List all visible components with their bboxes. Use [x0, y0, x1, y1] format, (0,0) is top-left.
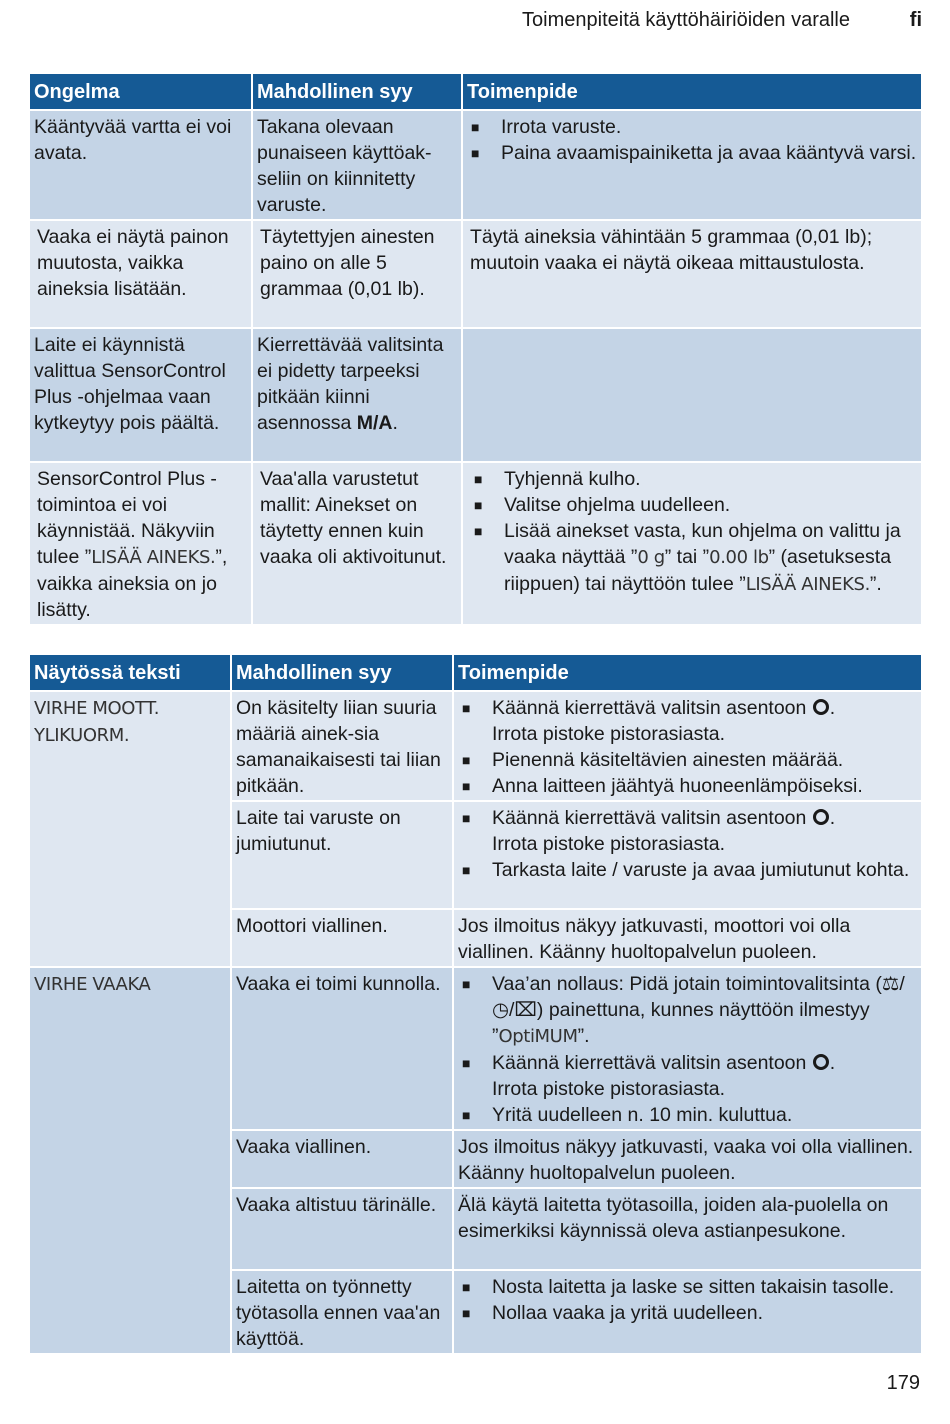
cause-cell: Laitetta on työnnetty työtasolla ennen vaa'an käyttöä. [231, 1270, 453, 1354]
table-row [29, 967, 922, 1130]
action-text: Käännä kierrettävä valitsin asentoon [492, 697, 807, 719]
action-cell: Älä käytä laitetta työtasoilla, joiden ala-puolella on esimerkiksi käynnissä oleva astianpesukone. [453, 1188, 922, 1270]
off-position-icon [813, 1054, 829, 1070]
cause-cell: Takana olevaan punaiseen käyttöak-seliin on kiinnitetty varuste. [252, 110, 462, 220]
action-text: Vaa’an nollaus: Pidä jotain toimintovalitsinta ( [492, 973, 882, 995]
column-header-cause: Mahdollinen syy [231, 654, 453, 691]
column-header-problem: Ongelma [29, 73, 252, 110]
action-cell [453, 1270, 922, 1354]
table-row [29, 110, 922, 220]
action-text: ) painettuna, kunnes näyttöön ilmestyy ” [492, 999, 870, 1047]
action-text: ” tai ” [664, 546, 710, 568]
action-item [458, 1050, 917, 1102]
switch-position-label: M/A [356, 412, 393, 434]
action-cell [453, 691, 922, 801]
action-text: ” (asetuksesta riippuen) tai näyttöön tulee ” [504, 546, 892, 595]
cause-cell: Vaaka ei toimi kunnolla. [231, 967, 453, 1130]
page-number: 179 [886, 1372, 920, 1394]
table-row [29, 328, 922, 462]
action-text-end: . [829, 807, 836, 829]
column-header-action: Toimenpide [453, 654, 922, 691]
action-cell [462, 462, 922, 625]
off-position-icon [813, 809, 829, 825]
action-item: ■ Yritä uudelleen n. 10 min. kuluttua. [458, 1102, 917, 1128]
cause-cell: Laite tai varuste on jumiutunut. [231, 801, 453, 909]
table-header-row [29, 654, 922, 691]
action-item [458, 805, 917, 857]
table-row [29, 220, 922, 328]
cause-cell: Vaa'alla varustetut mallit: Ainekset on täytetty ennen kuin vaaka oli aktivoitunut. [252, 462, 462, 625]
table-row [29, 462, 922, 625]
action-text-end: . [829, 697, 836, 719]
display-message-table [28, 653, 923, 1355]
action-cell [462, 110, 922, 220]
action-item: ■ Valitse ohjelma uudelleen. [470, 492, 917, 518]
action-text: Irrota pistoke pistorasiasta. [492, 1078, 726, 1100]
cause-cell: Vaaka altistuu tärinälle. [231, 1188, 453, 1270]
display-message: 0.00 lb [709, 547, 769, 568]
cause-cell: Vaaka viallinen. [231, 1130, 453, 1188]
action-item: ■ Tyhjennä kulho. [470, 466, 917, 492]
action-item: ■ Nosta laitetta ja laske se sitten takaisin tasolle. [458, 1274, 917, 1300]
display-message: VIRHE MOOTT. YLIKUORM. [34, 698, 160, 746]
cause-text-end: . [392, 412, 398, 434]
table-header-row [29, 73, 922, 110]
cause-cell: Täytettyjen ainesten paino on alle 5 grammaa (0,01 lb). [252, 220, 462, 328]
action-item: ■ Irrota varuste. [467, 114, 917, 140]
action-item [458, 695, 917, 747]
cause-cell: On käsitelty liian suuria määriä ainek-sia samanaikaisesti tai liian pitkään. [231, 691, 453, 801]
cause-cell [252, 328, 462, 462]
display-message: OptiMUM [498, 1026, 578, 1047]
action-text: Käännä kierrettävä valitsin asentoon [492, 1052, 807, 1074]
action-text: Irrota pistoke pistorasiasta. [492, 833, 726, 855]
action-item [470, 518, 917, 598]
action-text-end: ”. [577, 1025, 590, 1047]
table-row [29, 691, 922, 801]
function-selector-icons: ⚖/◷/⌧ [492, 973, 905, 1021]
action-item: ■ Paina avaamispainiketta ja avaa kääntyvä varsi. [467, 140, 917, 166]
action-cell [462, 328, 922, 462]
problem-table [28, 72, 923, 626]
action-cell: Jos ilmoitus näkyy jatkuvasti, moottori voi olla viallinen. Käänny huoltopalvelun puoleen. [453, 909, 922, 967]
action-cell: Jos ilmoitus näkyy jatkuvasti, vaaka voi olla viallinen. Käänny huoltopalvelun puoleen. [453, 1130, 922, 1188]
problem-cell: Kääntyvää vartta ei voi avata. [29, 110, 252, 220]
display-message: VIRHE VAAKA [34, 974, 151, 995]
action-item: ■ Anna laitteen jäähtyä huoneenlämpöiseksi. [458, 773, 917, 799]
action-item: ■ Pienennä käsiteltävien ainesten määrää. [458, 747, 917, 773]
action-item [458, 971, 917, 1050]
column-header-cause: Mahdollinen syy [252, 73, 462, 110]
action-text-end: . [829, 1052, 836, 1074]
problem-cell: Laite ei käynnistä valittua SensorControl Plus -ohjelmaa vaan kytkeytyy pois päältä. [29, 328, 252, 462]
action-cell: Täytä aineksia vähintään 5 grammaa (0,01 lb); muutoin vaaka ei näytä oikeaa mittaustulosta. [462, 220, 922, 328]
column-header-display: Näytössä teksti [29, 654, 231, 691]
action-item: ■ Tarkasta laite / varuste ja avaa jumiutunut kohta. [458, 857, 917, 883]
cause-text: Kierrettävää valitsinta ei pidetty tarpeeksi pitkään kiinni asennossa [257, 334, 444, 434]
problem-cell [29, 462, 252, 625]
display-message: 0 g [637, 547, 665, 568]
action-text: Käännä kierrettävä valitsin asentoon [492, 807, 807, 829]
display-cell [29, 691, 231, 967]
action-text: Lisää ainekset vasta, kun ohjelma on valittu ja vaaka näyttää ” [504, 520, 901, 568]
column-header-action: Toimenpide [462, 73, 922, 110]
action-text: Irrota pistoke pistorasiasta. [492, 723, 726, 745]
display-message: LISÄÄ AINEKS. [91, 547, 216, 568]
action-cell [453, 801, 922, 909]
action-item: ■ Nollaa vaaka ja yritä uudelleen. [458, 1300, 917, 1326]
problem-text: SensorControl Plus -toimintoa ei voi käynnistää. Näkyviin tulee ” [37, 468, 217, 568]
action-cell [453, 967, 922, 1130]
cause-cell: Moottori viallinen. [231, 909, 453, 967]
off-position-icon [813, 699, 829, 715]
display-cell [29, 967, 231, 1354]
display-message: LISÄÄ AINEKS. [745, 574, 870, 595]
problem-cell: Vaaka ei näytä painon muutosta, vaikka aineksia lisätään. [29, 220, 252, 328]
language-code: fi [909, 9, 922, 31]
page-header-title: Toimenpiteitä käyttöhäiriöiden varalle [522, 9, 850, 31]
problem-text-end: ”, vaikka aineksia on jo lisätty. [37, 546, 228, 621]
action-text: ”. [869, 573, 882, 595]
